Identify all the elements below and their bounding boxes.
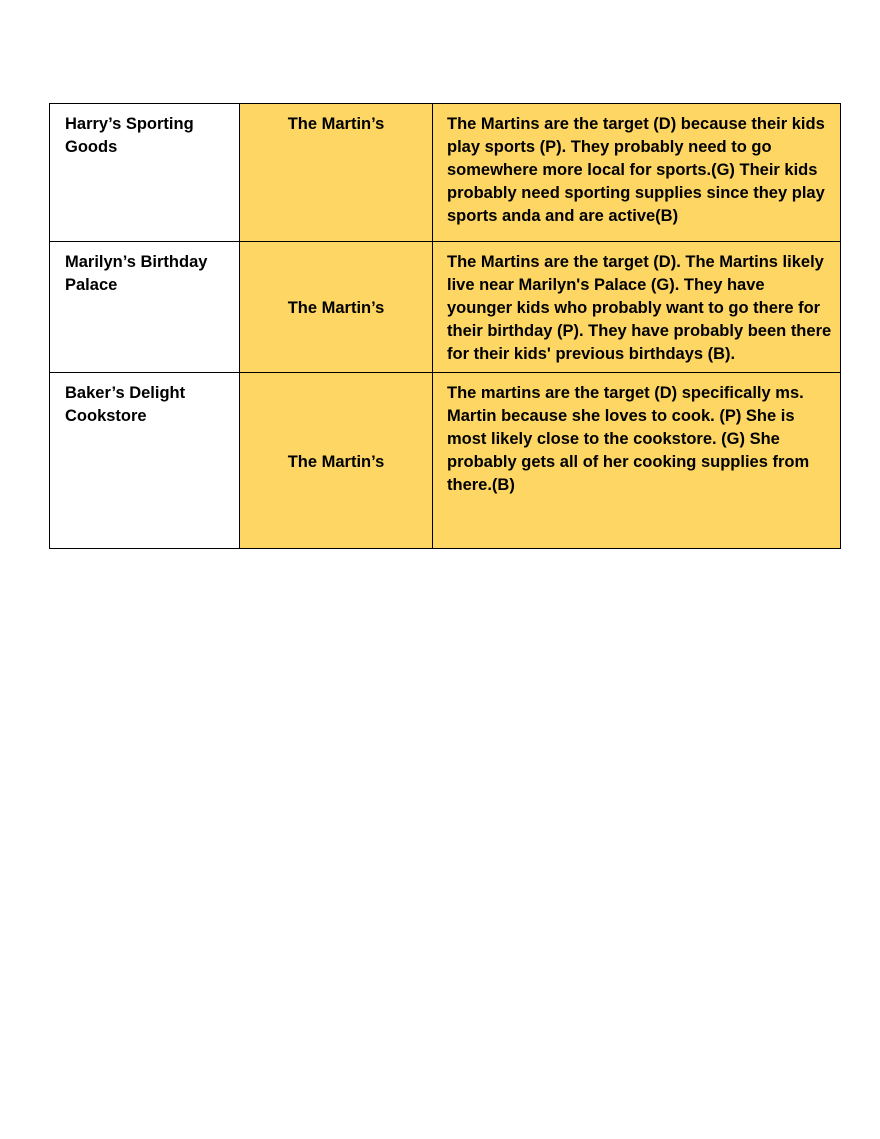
target-cell: The Martin’s [240, 373, 433, 549]
business-name-cell: Baker’s Delight Cookstore [50, 373, 240, 549]
business-name-cell: Marilyn’s Birthday Palace [50, 242, 240, 373]
target-market-table [49, 103, 841, 549]
reason-cell: The Martins are the target (D) because their kids play sports (P). They probably need to go somewhere more local for sports.(G) Their kids probably need sporting supplies since they play sports anda and are active(B) [433, 104, 841, 242]
table-row [50, 242, 841, 373]
target-cell: The Martin’s [240, 242, 433, 373]
business-name-cell: Harry’s Sporting Goods [50, 104, 240, 242]
target-cell: The Martin’s [240, 104, 433, 242]
reason-cell: The Martins are the target (D). The Martins likely live near Marilyn's Palace (G). They have younger kids who probably want to go there for their birthday (P). They have probably been there for their kids' previous birthdays (B). [433, 242, 841, 373]
table-row [50, 373, 841, 549]
reason-cell: The martins are the target (D) specifically ms. Martin because she loves to cook. (P) She is most likely close to the cookstore. (G) She probably gets all of her cooking supplies from there.(B) [433, 373, 841, 549]
table-row [50, 104, 841, 242]
